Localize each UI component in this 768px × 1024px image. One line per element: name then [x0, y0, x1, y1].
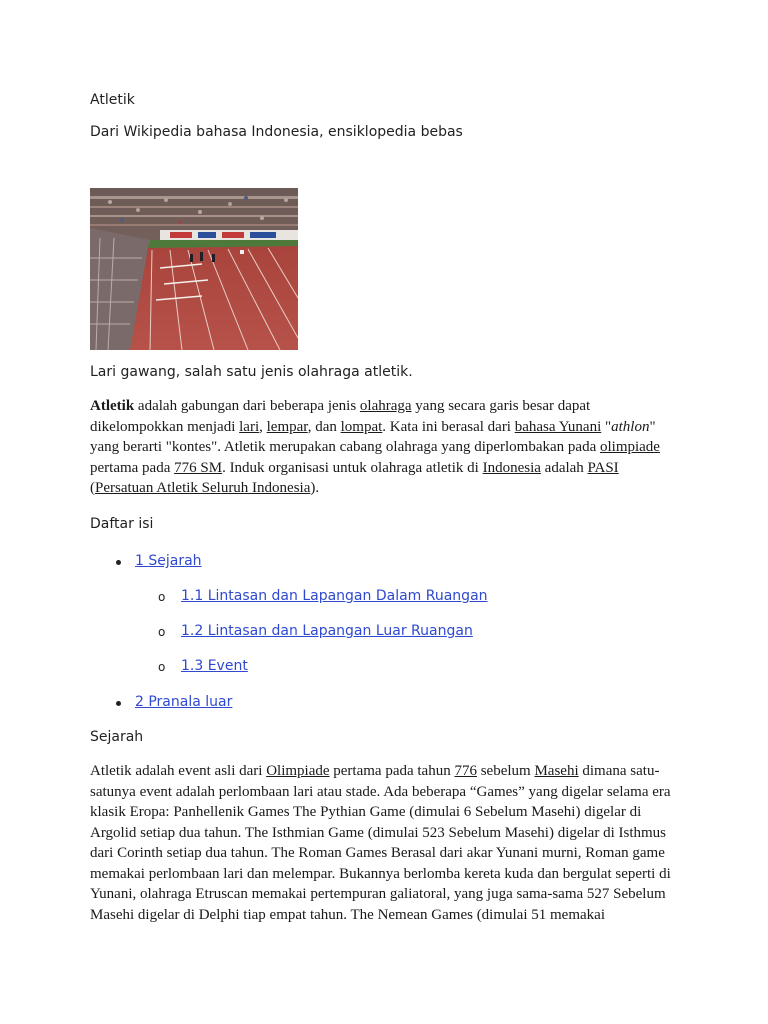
- link-776[interactable]: 776: [454, 763, 477, 779]
- link-lari[interactable]: lari: [239, 418, 260, 435]
- toc-bullet-circle: o: [158, 660, 166, 674]
- toc-item-lintasan-luar[interactable]: 1.2 Lintasan dan Lapangan Luar Ruangan: [181, 623, 473, 639]
- link-pasi[interactable]: PASI: [587, 459, 619, 476]
- hurdles-photo[interactable]: [90, 188, 298, 350]
- link-bahasa-yunani[interactable]: bahasa Yunani: [514, 418, 602, 435]
- toc-bullet-disc: [116, 701, 121, 706]
- link-olahraga[interactable]: olahraga: [359, 398, 412, 414]
- italic-athlon: athlon: [611, 418, 650, 435]
- link-olimpiade-sejarah[interactable]: Olimpiade: [266, 763, 330, 779]
- link-lompat[interactable]: lompat: [340, 418, 383, 435]
- sejarah-paragraph: Atletik adalah event asli dari Olimpiade pertama pada tahun 776 sebelum Masehi dimana satu-satunya event adalah perlombaan lari atau stade. Ada beberapa “Games” yang digelar selama era klasik Eropa: Panhellenik Games The Pythian Game (dimulai 6 Sebelum Masehi) digelar di Argolid setiap dua tahun. The Isthmian Game (dimulai 523 Sebelum Masehi) digelar di Isthmus dari Corinth setiap dua tahun. The Roman Games Berasal dari akar Yunani murni, Roman game memakai perlombaan lari dan melempar. Bukannya berlomba kereta kuda dan bergulat seperti di Yunani, olahraga Etruscan memakai pertempuran galiatoral, yang juga sama-sama 527 Sebelum Masehi digelar di Delphi tiap empat tahun. The Nemean Games (dimulai 51 memakai: [90, 763, 671, 923]
- link-indonesia[interactable]: Indonesia: [482, 459, 541, 476]
- toc-bullet-circle: o: [158, 590, 166, 604]
- toc-heading: Daftar isi: [90, 516, 154, 532]
- toc-bullet-circle: o: [158, 625, 166, 639]
- bold-term: Atletik: [90, 398, 135, 414]
- link-lempar[interactable]: lempar: [266, 418, 308, 435]
- link-olimpiade[interactable]: olimpiade: [599, 439, 660, 455]
- toc-item-sejarah[interactable]: 1 Sejarah: [135, 553, 202, 569]
- image-caption: Lari gawang, salah satu jenis olahraga atletik.: [90, 364, 413, 380]
- intro-paragraph: Atletik adalah gabungan dari beberapa jenis olahraga yang secara garis besar dapat dikelompokkan menjadi lari, lempar, dan lompat. Kata ini berasal dari bahasa Yunani "athlon" yang berarti "kontes". Atletik merupakan cabang olahraga yang diperlombakan pada olimpiade pertama pada 776 SM. Induk organisasi untuk olahraga atletik di Indonesia adalah PASI (Persatuan Atletik Seluruh Indonesia).: [90, 398, 660, 496]
- link-776-sm[interactable]: 776 SM: [174, 459, 223, 476]
- link-pasi-full[interactable]: Persatuan Atletik Seluruh Indonesia: [95, 480, 311, 496]
- toc-item-pranala-luar[interactable]: 2 Pranala luar: [135, 694, 233, 710]
- section-heading-sejarah: Sejarah: [90, 729, 144, 745]
- page-title: Atletik: [90, 92, 135, 108]
- toc-item-lintasan-dalam[interactable]: 1.1 Lintasan dan Lapangan Dalam Ruangan: [181, 588, 488, 604]
- page-subtitle: Dari Wikipedia bahasa Indonesia, ensiklopedia bebas: [90, 124, 463, 140]
- toc-item-event[interactable]: 1.3 Event: [181, 658, 248, 674]
- toc-bullet-disc: [116, 560, 121, 565]
- link-masehi[interactable]: Masehi: [534, 763, 579, 779]
